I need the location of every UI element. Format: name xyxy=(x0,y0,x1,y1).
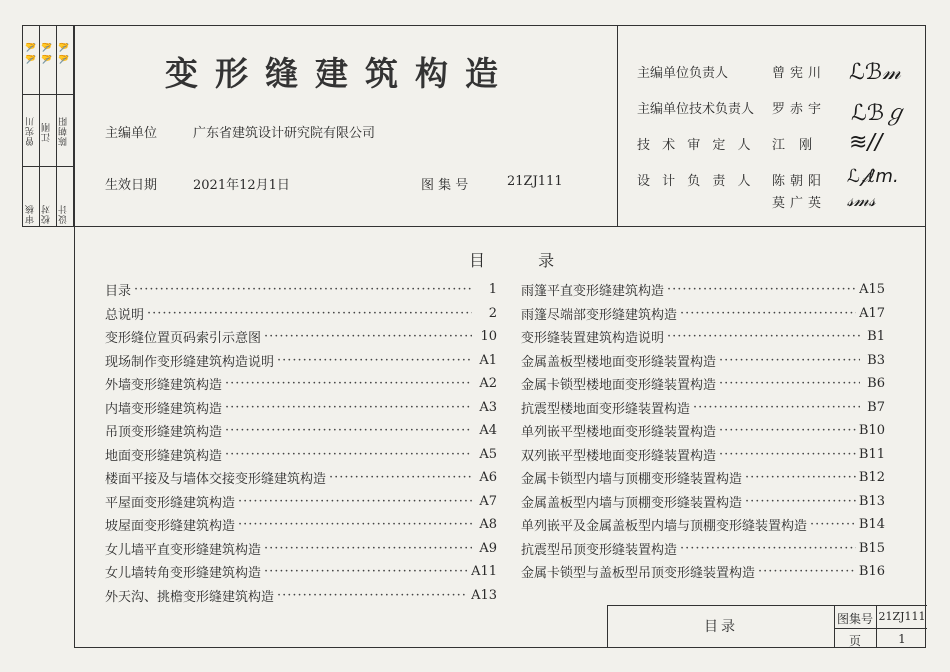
toc-item[interactable] xyxy=(521,466,885,490)
person-name-2: 罗赤宇 xyxy=(772,102,827,117)
toc-item-title: 吊顶变形缝建筑构造 xyxy=(105,425,223,441)
toc-item-title: 变形缝位置页码索引示意图 xyxy=(105,331,262,347)
toc-item-page: A17 xyxy=(859,305,885,321)
toc-item[interactable] xyxy=(105,513,497,537)
toc-item[interactable] xyxy=(105,372,497,396)
toc-item-page: A3 xyxy=(479,399,497,415)
toc-item-title: 单列嵌平及金属盖板型内墙与顶棚变形缝装置构造 xyxy=(521,519,808,535)
toc-item-title: 双列嵌平型楼地面变形缝装置构造 xyxy=(521,448,717,464)
toc-item[interactable] xyxy=(105,443,497,467)
strip-role-1: 审核 xyxy=(26,204,36,224)
toc-item-page: B13 xyxy=(858,493,885,509)
strip-signature-1: ✍✍ xyxy=(26,40,36,64)
toc-right-column xyxy=(521,278,885,584)
toc-item[interactable] xyxy=(521,513,885,537)
toc-item-page: A15 xyxy=(859,282,885,298)
toc-item-title: 雨篷尽端部变形缝建筑构造 xyxy=(521,307,678,323)
toc-item-page: A11 xyxy=(471,564,497,580)
toc-item-page: B1 xyxy=(867,329,885,345)
strip-name-1: 曾宪川 xyxy=(26,116,36,146)
toc-item[interactable] xyxy=(521,349,885,373)
toc-item[interactable] xyxy=(521,490,885,514)
toc-item[interactable] xyxy=(105,302,497,326)
toc-item-title: 金属盖板型楼地面变形缝装置构造 xyxy=(521,354,717,370)
toc-item-title: 金属卡锁型内墙与顶棚变形缝装置构造 xyxy=(521,472,743,488)
toc-item-page: A6 xyxy=(479,470,497,486)
person-role-2: 主编单位技术负责人 xyxy=(637,102,755,117)
toc-item-page: 1 xyxy=(488,282,497,298)
toc-item-title: 外天沟、挑檐变形缝建筑构造 xyxy=(105,589,275,605)
toc-item-title: 女儿墙平直变形缝建筑构造 xyxy=(105,542,262,558)
toc-item-page: A4 xyxy=(479,423,497,439)
toc-item[interactable] xyxy=(521,325,885,349)
title-block xyxy=(607,605,927,648)
toc-item-title: 内墙变形缝建筑构造 xyxy=(105,401,223,417)
toc-item-title: 雨篷平直变形缝建筑构造 xyxy=(521,284,665,300)
toc-item-page: 2 xyxy=(488,305,497,321)
toc-item[interactable] xyxy=(105,537,497,561)
person-role-1: 主编单位负责人 xyxy=(637,66,729,81)
toc-item-title: 金属卡锁型与盖板型吊顶变形缝装置构造 xyxy=(521,566,756,582)
toc-item-page: A5 xyxy=(479,446,497,462)
toc-item-page: B10 xyxy=(858,423,885,439)
toc-item[interactable] xyxy=(105,396,497,420)
toc-item-title: 抗震型楼地面变形缝装置构造 xyxy=(521,401,691,417)
signature-4: ℒ𝒻ℓm. xyxy=(847,166,899,187)
toc-item-title: 现场制作变形缝建筑构造说明 xyxy=(105,354,275,370)
toc-item-page: B12 xyxy=(858,470,885,486)
toc-item-page: B15 xyxy=(858,540,885,556)
date-label: 生效日期 xyxy=(105,178,158,193)
toc-item-title: 抗震型吊顶变形缝装置构造 xyxy=(521,542,678,558)
person-role-4: 设 计 负 责 人 xyxy=(637,174,755,189)
toc-item-title: 总说明 xyxy=(105,307,145,323)
toc-left-column xyxy=(105,278,497,607)
toc-item[interactable] xyxy=(105,278,497,302)
toc-item[interactable] xyxy=(521,443,885,467)
strip-signature-3: ✍✍ xyxy=(59,40,69,64)
person-name-4: 陈朝阳 xyxy=(772,174,827,189)
strip-name-3: 陈朝阳 xyxy=(59,116,69,146)
toc-item[interactable] xyxy=(521,278,885,302)
toc-item-title: 楼面平接及与墙体交接变形缝建筑构造 xyxy=(105,472,327,488)
toc-item[interactable] xyxy=(105,560,497,584)
title-block-page-value: 1 xyxy=(898,632,906,646)
title-block-atlas-value: 21ZJ111 xyxy=(878,610,926,623)
toc-item[interactable] xyxy=(105,490,497,514)
strip-signature-2: ✍✍ xyxy=(42,40,52,64)
toc-item-page: 10 xyxy=(480,329,497,345)
person-name-5: 莫广英 xyxy=(772,196,827,211)
toc-item-title: 单列嵌平型楼地面变形缝装置构造 xyxy=(521,425,717,441)
toc-item-page: B14 xyxy=(858,517,885,533)
title-block-page-label: 页 xyxy=(848,634,861,648)
toc-item-title: 金属盖板型内墙与顶棚变形缝装置构造 xyxy=(521,495,743,511)
toc-item-page: A7 xyxy=(479,493,497,509)
toc-item-title: 平屋面变形缝建筑构造 xyxy=(105,495,236,511)
signature-1: ℒℬ𝓂 xyxy=(849,60,901,85)
editor-label: 主编单位 xyxy=(105,126,158,141)
person-role-3: 技 术 审 定 人 xyxy=(637,138,755,153)
toc-item-title: 金属卡锁型楼地面变形缝装置构造 xyxy=(521,378,717,394)
toc-item[interactable] xyxy=(521,419,885,443)
toc-item-page: B3 xyxy=(867,352,885,368)
date-value: 2021年12月1日 xyxy=(193,178,290,193)
toc-item-page: A2 xyxy=(479,376,497,392)
atlas-title: 变形缝建筑构造 xyxy=(165,54,515,93)
toc-item-page: B6 xyxy=(867,376,885,392)
toc-item-title: 变形缝装置建筑构造说明 xyxy=(521,331,665,347)
toc-item[interactable] xyxy=(521,372,885,396)
toc-item-page: B11 xyxy=(858,446,885,462)
signature-2: ℒℬℊ xyxy=(851,101,907,126)
toc-item[interactable] xyxy=(105,419,497,443)
toc-item-title: 女儿墙转角变形缝建筑构造 xyxy=(105,566,262,582)
toc-item-title: 坡屋面变形缝建筑构造 xyxy=(105,519,236,535)
person-name-3: 江 刚 xyxy=(772,138,818,153)
toc-item-page: A13 xyxy=(471,587,497,603)
toc-item-page: B16 xyxy=(858,564,885,580)
toc-item[interactable] xyxy=(105,349,497,373)
toc-item[interactable] xyxy=(521,560,885,584)
toc-item-page: B7 xyxy=(867,399,885,415)
title-block-atlas-label: 图集号 xyxy=(836,612,873,626)
editor-value: 广东省建筑设计研究院有限公司 xyxy=(193,126,376,141)
toc-item-page: A9 xyxy=(479,540,497,556)
main-frame xyxy=(74,25,926,648)
toc-item-title: 地面变形缝建筑构造 xyxy=(105,448,223,464)
toc-item-page: A8 xyxy=(479,517,497,533)
strip-role-3: 设计 xyxy=(59,204,69,224)
signature-strip xyxy=(22,25,74,227)
title-block-name: 目录 xyxy=(704,619,738,635)
strip-name-2: 江刚 xyxy=(42,122,52,142)
signature-3: ≋∕∕ xyxy=(849,130,883,155)
toc-item[interactable] xyxy=(105,584,497,608)
toc-title: 目 录 xyxy=(469,251,579,270)
signature-5: 𝓈𝓂𝓈 xyxy=(847,190,876,211)
toc-item-page: A1 xyxy=(479,352,497,368)
toc-item[interactable] xyxy=(105,466,497,490)
toc-item[interactable] xyxy=(521,537,885,561)
toc-item[interactable] xyxy=(521,396,885,420)
atlas-label: 图 集 号 xyxy=(421,178,469,193)
toc-item-title: 外墙变形缝建筑构造 xyxy=(105,378,223,394)
strip-role-2: 校对 xyxy=(42,204,52,224)
person-name-1: 曾宪川 xyxy=(772,66,827,81)
toc-item[interactable] xyxy=(105,325,497,349)
atlas-value: 21ZJ111 xyxy=(507,174,563,189)
toc-item[interactable] xyxy=(521,302,885,326)
toc-item-title: 目录 xyxy=(105,284,132,300)
